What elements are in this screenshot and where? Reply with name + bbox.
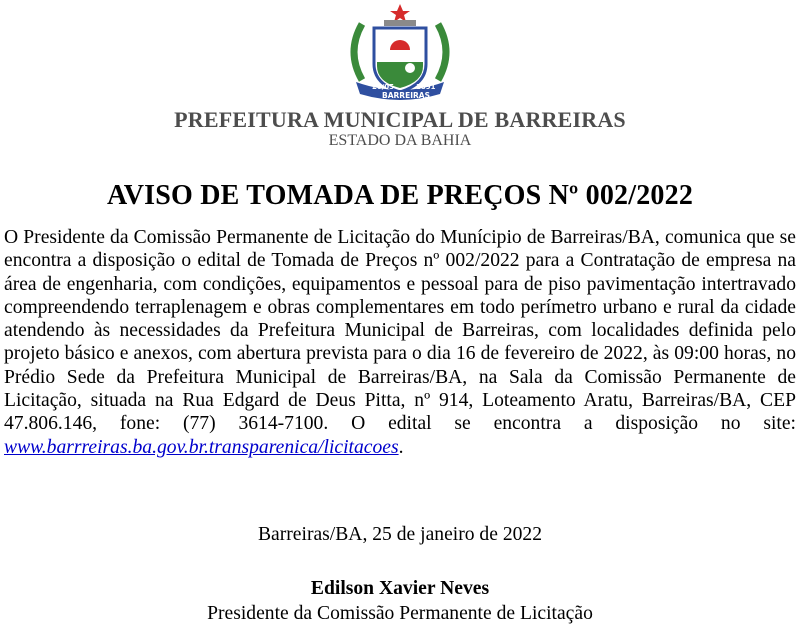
seal-year-text: 1891 [416, 83, 436, 91]
coat-of-arms-seal [332, 2, 468, 106]
seal-banner-text: BARREIRAS [382, 91, 430, 100]
signer-name: Edilson Xavier Neves [310, 578, 490, 599]
transparency-site-link[interactable]: www.barrreiras.ba.gov.br.transparenica/licitacoes [4, 436, 399, 458]
date-line: Barreiras/BA, 25 de janeiro de 2022 [257, 524, 543, 545]
signer-role: Presidente da Comissão Permanente de Licitação [207, 603, 593, 624]
notice-body [4, 226, 796, 459]
seal-founded-text: 26/05 [372, 83, 395, 91]
organization-name: PREFEITURA MUNICIPAL DE BARREIRAS [174, 107, 626, 132]
notice-body-text: O Presidente da Comissão Permanente de Licitação do Munícipio de Barreiras/BA, comunica que se encontra a disposição o edital de Tomada de Preços nº 002/2022 para a Contratação de empresa na área de engenharia, com condições, equipamentos e pessoal para de piso pavimentação intertravado compreendendo terraplenagem e obras complementares em todo perímetro urbano e rural da cidade atendendo às necessidades da Prefeitura Municipal de Barreiras, com localidades definida pelo projeto básico e anexos, com abertura prevista para o dia 16 de fevereiro de 2022, às 09:00 horas, no Prédio Sede da Prefeitura Municipal de Barreiras/BA, na Sala da Comissão Permanente de Licitação, situada na Rua Edgard de Deus Pitta, nº 914, Loteamento Aratu, Barreiras/BA, CEP 47.806.146, fone: (77) 3614-7100. O edital se encontra a disposição no site: [4, 227, 796, 435]
notice-title: AVISO DE TOMADA DE PREÇOS Nº 002/2022 [106, 180, 694, 211]
organization-state: ESTADO DA BAHIA [328, 132, 472, 149]
notice-body-end: . [398, 436, 404, 458]
